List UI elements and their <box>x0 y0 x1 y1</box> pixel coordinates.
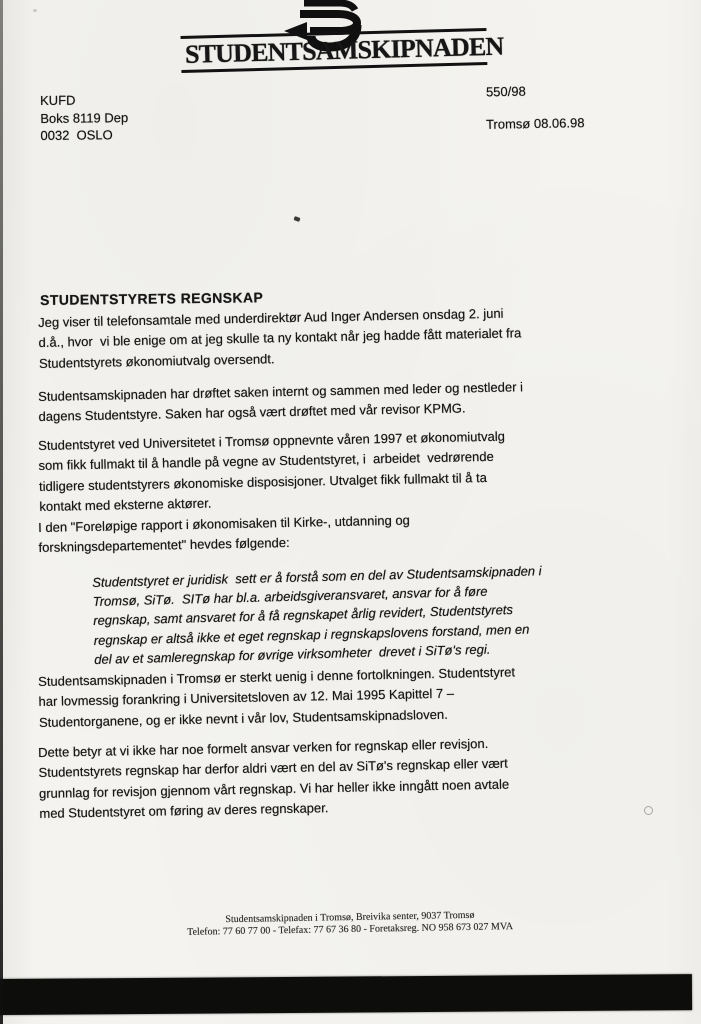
letter-paragraph-5: Studentsamskipnaden i Tromsø er sterkt uenig i denne fortolkningen. Studentstyret har lovmessig forankring i Universitetsloven av 12. Mai 1995 Kapittel 7 – Studentorganene, og er ikke nevnt i vår lov, Studentsamskipnadsloven. <box>38 664 516 730</box>
letter-paragraph-6: Dette betyr at vi ikke har noe formelt ansvar verken for regnskap eller revisjon. Studentstyrets regnskap har derfor aldri vært en del av SiTø's regnskap eller vært grunnlag for revisjon gjennom vårt regnskap. Vi har heller ikke inngått noen avtale med Studentstyret om føring av deres regnskaper. <box>38 735 510 822</box>
letter-paragraph-2: Studentsamskipnaden har drøftet saken internt og sammen med leder og nestleder i dagens Studentstyre. Saken har også vært drøftet med vår revisor KPMG. <box>38 379 524 425</box>
scan-speck <box>33 9 37 12</box>
letterhead-wordmark: STUDENTSAMSKIPNADEN <box>181 28 488 73</box>
subject-heading: STUDENTSTYRETS REGNSKAP <box>40 289 264 308</box>
scan-speck <box>293 216 300 222</box>
quoted-report-excerpt: Studentstyret er juridisk sett er å forstå som en del av Studentsamskipnaden i Tromsø, SiTø. SITø har bl.a. arbeidsgiveransvaret, ansvar for å føre regnskap, samt ansvaret for å få regnskapet årlig revidert, Studentstyrets regnskap er altså ikke et eget regnskap i regnskapslovens forstand, men en del av et samleregnskap for øvrige virksomheter drevet i SiTø's regi. <box>92 563 542 667</box>
scan-speck <box>644 806 653 815</box>
scan-black-bar-artifact <box>0 974 692 1015</box>
letter-paragraph-3: Studentstyret ved Universitetet i Tromsø oppnevnte våren 1997 et økonomiutvalg som fikk fullmakt til å handle på vegne av Studentstyret, i arbeidet vedrørende tidligere studentstyrers økonomiske disposisjoner. Utvalget fikk fullmakt til å ta kontakt med eksterne aktører. <box>38 428 506 515</box>
journal-number: 550/98 <box>485 83 526 100</box>
letter-paragraph-4: I den "Foreløpige rapport i økonomisaken til Kirke-, utdanning og forskningsdepartementet" hevdes følgende: <box>38 512 410 556</box>
footer-contact-line: Telefon: 77 60 77 00 - Telefax: 77 67 36 80 - Foretaksreg. NO 958 673 027 MVA <box>187 920 514 938</box>
recipient-address: KUFD Boks 8119 Dep 0032 OSLO <box>40 92 129 143</box>
letter-footer <box>60 907 640 940</box>
footer-address-line: Studentsamskipnaden i Tromsø, Breivika senter, 9037 Tromsø <box>225 909 475 926</box>
place-and-date: Tromsø 08.06.98 <box>485 115 585 132</box>
letter-paragraph-1: Jeg viser til telefonsamtale med underdirektør Aud Inger Andersen onsdag 2. juni d.å., hvor vi ble enige om at jeg skulle ta ny kontakt når jeg hadde fått materialet fra Studentstyrets økonomiutvalg oversendt. <box>38 305 522 371</box>
scan-left-edge-artifact <box>0 0 3 1024</box>
